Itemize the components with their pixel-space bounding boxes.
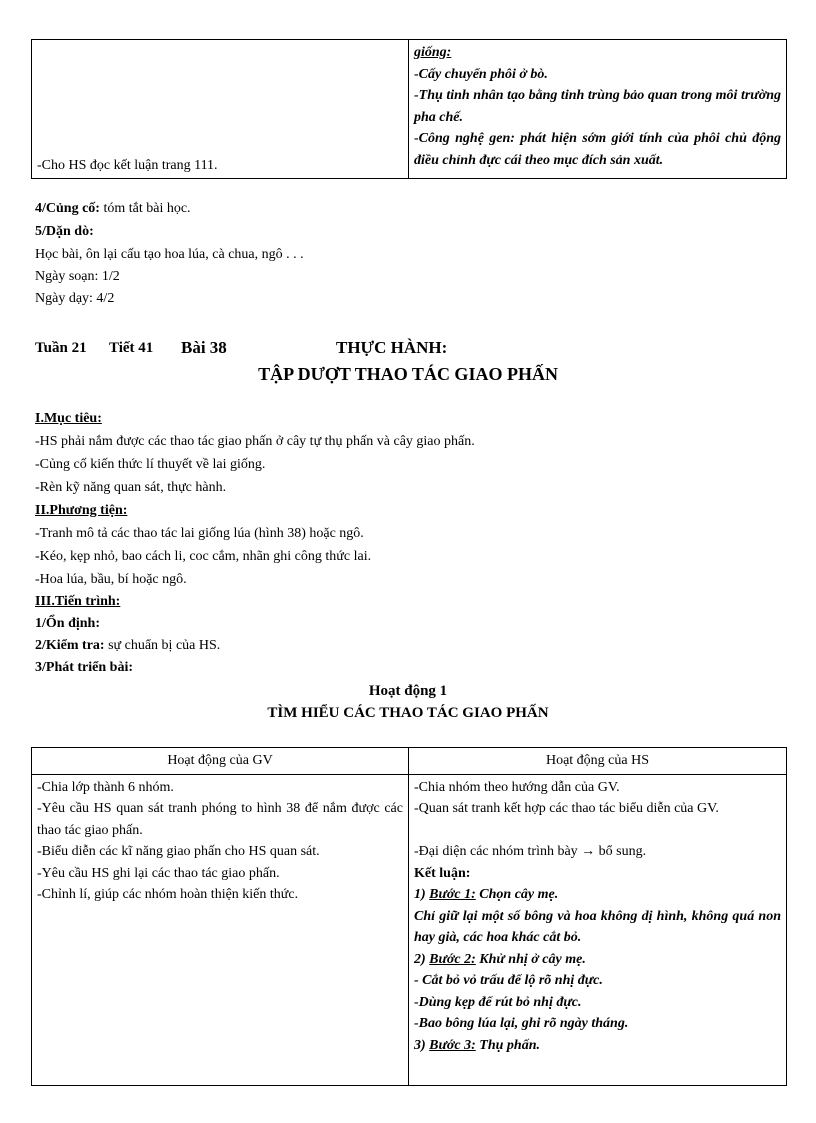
teacher-item: -Yêu cầu HS ghi lại các thao tác giao phấn.: [37, 865, 280, 881]
process-stabilize: 1/Ổn định:: [35, 616, 100, 631]
step-1: 1) Bước 1: Chọn cây mẹ.: [414, 887, 559, 902]
student-cell: [409, 774, 787, 1085]
student-report: -Đại diện các nhóm trình bày → bổ sung.: [414, 844, 647, 859]
objective-item: -HS phải nắm được các thao tác giao phấn ở cây tự thụ phấn và cây giao phấn.: [35, 434, 475, 449]
top-right-heading: giống:: [414, 45, 452, 60]
activity-table: [31, 747, 787, 1086]
teacher-cell: [32, 774, 409, 1085]
homework-text: Học bài, ôn lại cấu tạo hoa lúa, cà chua, ngô . . .: [35, 247, 304, 262]
conclusion-label: Kết luận:: [414, 865, 471, 881]
student-item: -Chia nhóm theo hướng dẫn của GV.: [414, 779, 620, 795]
homework-label: 5/Dặn dò:: [35, 224, 94, 239]
lesson-number: Bài 38: [181, 338, 227, 357]
lesson-title-line1: THỰC HÀNH:: [336, 338, 448, 357]
teacher-item: -Biểu diễn các kĩ năng giao phấn cho HS quan sát.: [37, 844, 320, 859]
process-check-label: 2/Kiểm tra:: [35, 638, 105, 653]
objective-item: -Củng cố kiến thức lí thuyết về lai giống.: [35, 457, 266, 472]
consolidate-text: tóm tắt bài học.: [99, 201, 191, 216]
top-right-item: -Công nghệ gen: phát hiện sớm giới tính của phôi chủ động điều chỉnh đực cái theo mục đích sản xuất.: [414, 131, 781, 168]
spacer: [414, 820, 781, 842]
material-item: -Tranh mô tả các thao tác lai giống lúa (hình 38) hoặc ngô.: [35, 526, 364, 541]
step-2-item: -Dùng kẹp để rút bỏ nhị đực.: [414, 994, 582, 1010]
process-heading: III.Tiến trình:: [35, 594, 121, 609]
step-1-detail: Chỉ giữ lại một số bông và hoa không dị hình, không quá non hay già, các hoa khác cắt bỏ.: [414, 908, 781, 945]
teacher-item: -Chia lớp thành 6 nhóm.: [37, 779, 174, 795]
top-left-text: -Cho HS đọc kết luận trang 111.: [37, 157, 218, 173]
top-right-item: -Cấy chuyển phôi ở bò.: [414, 66, 548, 82]
material-item: -Hoa lúa, bầu, bí hoặc ngô.: [35, 572, 187, 587]
step-2: 2) Bước 2: Khử nhị ở cây mẹ.: [414, 951, 586, 967]
activity-label: Hoạt động 1: [368, 683, 448, 699]
col-header-teacher: Hoạt động của GV: [32, 748, 409, 775]
prep-date: Ngày soạn: 1/2: [35, 269, 120, 284]
material-item: -Kéo, kẹp nhỏ, bao cách li, coc cắm, nhãn ghi công thức lai.: [35, 549, 372, 564]
step-2-label: Bước 2:: [429, 951, 476, 967]
teacher-item: -Chỉnh lí, giúp các nhóm hoàn thiện kiến thức.: [37, 887, 299, 902]
teacher-item: -Yêu cầu HS quan sát tranh phóng to hình 38 để nắm được các thao tác giao phấn.: [37, 801, 403, 838]
process-develop: 3/Phát triển bài:: [35, 660, 133, 675]
objective-item: -Rèn kỹ năng quan sát, thực hành.: [35, 480, 227, 495]
consolidate-line: [35, 201, 191, 217]
activity-title: TÌM HIỂU CÁC THAO TÁC GIAO PHẤN: [267, 705, 549, 721]
top-table-left-cell: [32, 40, 409, 179]
consolidate-label: 4/Củng cố:: [35, 201, 100, 216]
top-table-right-cell: [409, 40, 787, 179]
top-right-item: -Thụ tinh nhân tạo bằng tinh trùng bảo quan trong môi trường pha chế.: [414, 88, 781, 125]
materials-heading: II.Phương tiện:: [35, 503, 128, 518]
lesson-week: Tuần 21: [35, 340, 87, 356]
step-3: 3) Bước 3: Thụ phấn.: [414, 1037, 540, 1053]
top-table: [31, 39, 787, 179]
step-2-item: -Bao bông lúa lại, ghi rõ ngày tháng.: [414, 1016, 629, 1031]
step-1-label: Bước 1:: [429, 887, 476, 902]
step-2-item: - Cắt bỏ vỏ trấu để lộ rõ nhị đực.: [414, 973, 603, 988]
col-header-student: Hoạt động của HS: [409, 748, 787, 775]
lesson-title-line2: TẬP DƯỢT THAO TÁC GIAO PHẤN: [258, 364, 558, 384]
step-3-label: Bước 3:: [429, 1037, 476, 1053]
lesson-period: Tiết 41: [109, 340, 154, 356]
student-item: -Quan sát tranh kết hợp các thao tác biểu diễn của GV.: [414, 801, 719, 816]
process-check: [35, 638, 220, 654]
objectives-heading: I.Mục tiêu:: [35, 411, 102, 426]
teach-date: Ngày dạy: 4/2: [35, 291, 115, 306]
process-check-text: sự chuẩn bị của HS.: [104, 638, 221, 653]
